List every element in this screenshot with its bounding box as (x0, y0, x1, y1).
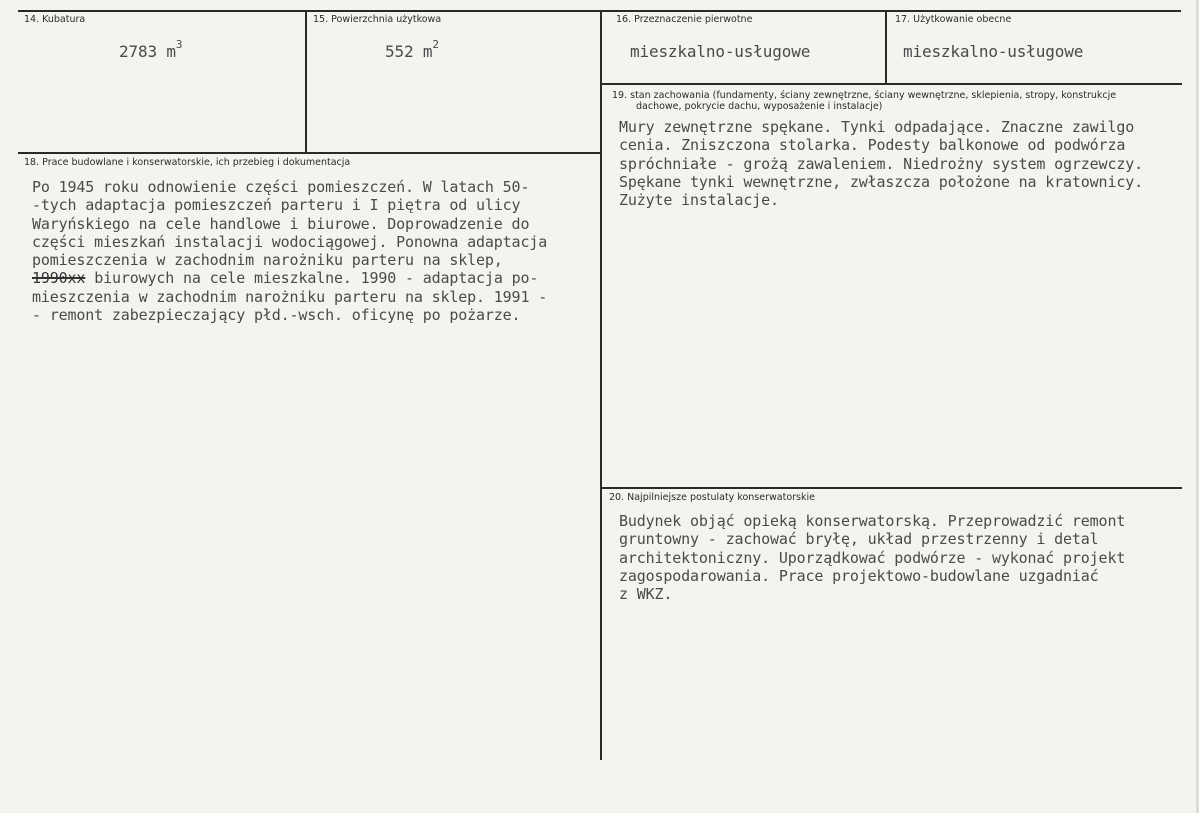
stan-line: cenia. Zniszczona stolarka. Podesty balkonowe od podwórza (619, 136, 1126, 155)
kubatura-label: 14. Kubatura (24, 14, 86, 25)
powierzchnia-exponent: 2 (432, 38, 439, 51)
divider-16-17 (885, 10, 887, 84)
stan-line: spróchniałe - grożą zawaleniem. Niedrożny system ogrzewczy. (619, 154, 1143, 173)
prace-label: 18. Prace budowlane i konserwatorskie, ich przebieg i dokumentacja (24, 157, 351, 168)
stan-label: 19. stan zachowania (fundamenty, ściany zewnętrzne, ściany wewnętrzne, sklepienia, stropy, konstrukcje dachowe, pokrycie dachu, wyposażenie i instalacje) (612, 90, 1117, 112)
postulaty-text (619, 512, 1125, 603)
postulaty-line: architektoniczny. Uporządkować podwórze - wykonać projekt (619, 548, 1126, 567)
kubatura-value (119, 38, 183, 63)
stan-line: Spękane tynki wewnętrzne, zwłaszcza położone na kratownicy. (619, 172, 1143, 191)
prace-line: biurowych na cele mieszkalne. 1990 - adaptacja po- (94, 269, 539, 288)
rule-under-14-15 (18, 152, 602, 154)
kubatura-number: 2783 m (119, 42, 176, 61)
postulaty-line: z WKZ. (619, 585, 673, 604)
prace-text (32, 178, 547, 324)
prace-line-with-correction (32, 269, 547, 287)
powierzchnia-number: 552 m (385, 42, 433, 61)
przeznaczenie-label: 16. Przeznaczenie pierwotne (616, 14, 753, 25)
postulaty-label: 20. Najpilniejsze postulaty konserwatorskie (609, 492, 815, 503)
stan-text (619, 118, 1143, 209)
prace-line: mieszczenia w zachodnim narożniku parteru na sklep. 1991 - (32, 287, 548, 306)
prace-line: pomieszczenia w zachodnim narożniku parteru na sklep, (32, 251, 503, 270)
powierzchnia-label: 15. Powierzchnia użytkowa (313, 14, 442, 25)
rule-under-16-17 (602, 83, 1182, 85)
divider-14-15 (305, 10, 307, 153)
postulaty-line: zagospodarowania. Prace projektowo-budowlane uzgadniać (619, 566, 1099, 585)
przeznaczenie-value: mieszkalno-usługowe (630, 42, 811, 61)
prace-line: -tych adaptacja pomieszczeń parteru i I piętra od ulicy (32, 196, 521, 215)
powierzchnia-value (385, 38, 439, 63)
struck-out-text: 1990xx (32, 269, 86, 288)
uzytkowanie-label: 17. Użytkowanie obecne (895, 14, 1012, 25)
center-divider (600, 10, 602, 760)
postulaty-line: gruntowny - zachować bryłę, układ przestrzenny i detal (619, 530, 1099, 549)
prace-line: Po 1945 roku odnowienie części pomieszczeń. W latach 50- (32, 178, 530, 196)
kubatura-exponent: 3 (175, 38, 183, 51)
uzytkowanie-value: mieszkalno-usługowe (903, 42, 1084, 61)
stan-line: Zużyte instalacje. (619, 191, 779, 210)
prace-line: części mieszkań instalacji wodociągowej. Ponowna adaptacja (32, 232, 548, 251)
prace-line: Waryńskiego na cele handlowe i biurowe. Doprowadzenie do (32, 214, 530, 233)
prace-line: - remont zabezpieczający płd.-wsch. oficynę po pożarze. (32, 306, 521, 325)
rule-above-20 (602, 487, 1182, 489)
postulaty-line: Budynek objąć opieką konserwatorską. Przeprowadzić remont (619, 512, 1126, 530)
stan-line: Mury zewnętrzne spękane. Tynki odpadające. Znaczne zawilgo (619, 118, 1135, 136)
